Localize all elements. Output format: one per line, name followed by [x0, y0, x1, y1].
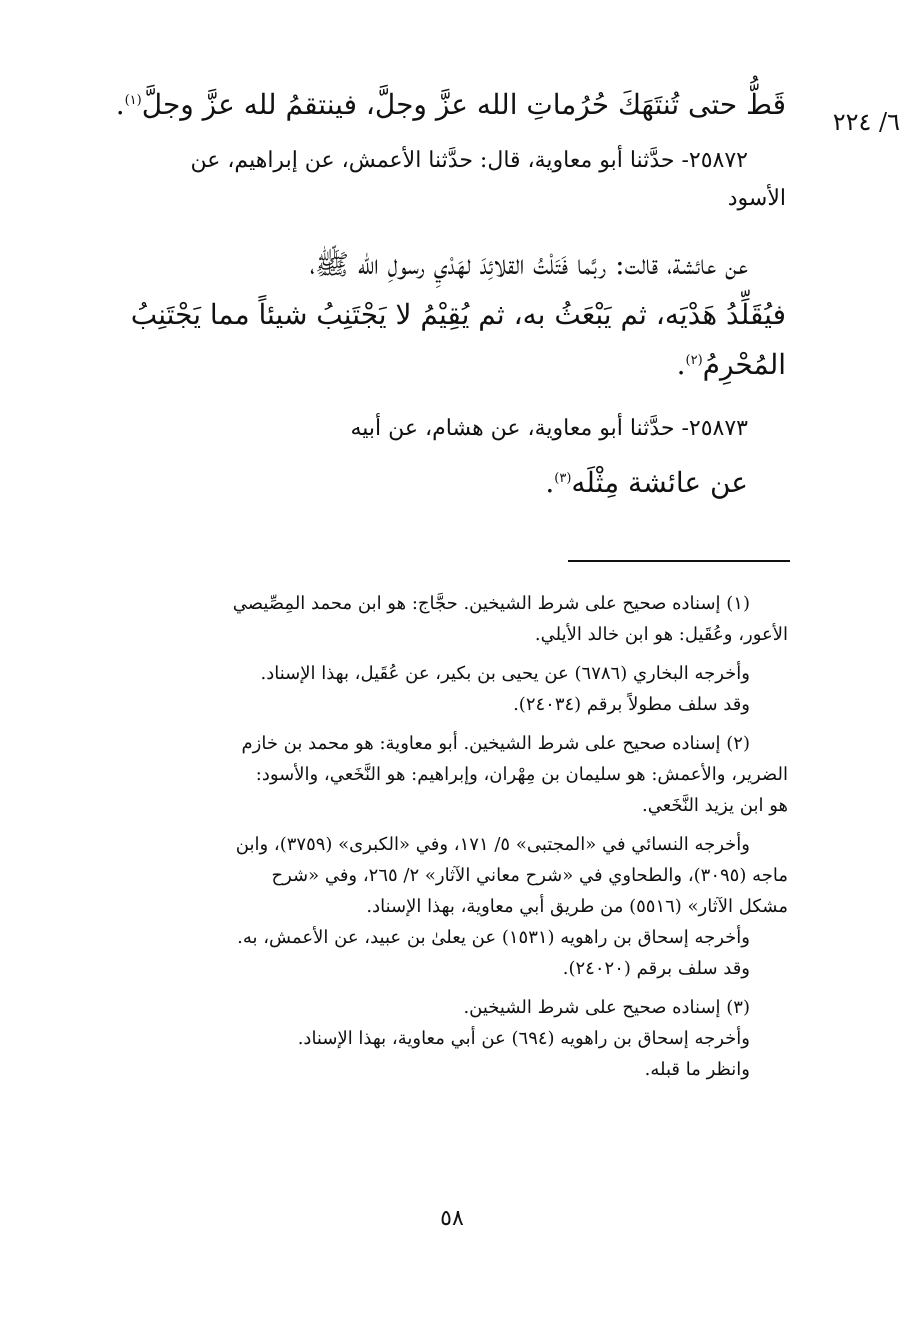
footnote-1-line-4: وقد سلف مطولاً برقم (٢٤٠٣٤). — [513, 694, 750, 715]
footnote-separator — [568, 560, 790, 562]
footnote-2-line-6: مشكل الآثار» (٥٥١٦) من طريق أبي معاوية، بهذا الإسناد. — [366, 896, 788, 917]
matn-1-line-1: عن عائشة، قالت: ربَّما فَتَلْتُ القلائِدَ لهَدْيِ رسولِ الله ﷺ، — [309, 248, 748, 281]
hadith-25872-line-2: الأسود — [727, 186, 786, 211]
hadith-25873-line-1: ٢٥٨٧٣- حدَّثنا أبو معاوية، عن هشام، عن أبيه — [350, 416, 748, 441]
main-line-1-end: . — [115, 88, 125, 121]
footnote-2-line-2: الضرير، والأعمش: هو سليمان بن مِهْران، وإبراهيم: هو النَّخَعي، والأسود: — [255, 764, 788, 785]
margin-reference: ٦/ ٢٢٤ — [832, 108, 900, 136]
matn-2-end: . — [545, 466, 555, 499]
footnote-marker-1: (١) — [124, 93, 142, 108]
matn-1-line-3 — [96, 340, 786, 390]
footnote-marker-2: (٢) — [685, 353, 703, 368]
matn-1-line-2: فيُقَلِّدُ هَدْيَه، ثم يَبْعَثُ به، ثم يُقِيْمُ لا يَجْتَنِبُ شيئاً مما يَجْتَنِبُ — [130, 298, 786, 331]
hadith-25872-line-1: ٢٥٨٧٢- حدَّثنا أبو معاوية، قال: حدَّثنا الأعمش، عن إبراهيم، عن — [190, 148, 748, 173]
footnote-marker-3: (٣) — [554, 471, 572, 486]
hadith-25873-matn — [96, 458, 786, 508]
hadith-25873-chain — [96, 410, 786, 448]
footnotes — [88, 588, 788, 1085]
footnote-1-line-2: الأعور، وعُقَيل: هو ابن خالد الأيلي. — [534, 624, 788, 645]
hadith-25872-chain — [96, 142, 786, 218]
footnote-2-line-1: (٢) إسناده صحيح على شرط الشيخين. أبو معاوية: هو محمد بن خازم — [241, 733, 750, 754]
footnote-2-line-5: ماجه (٣٠٩٥)، والطحاوي في «شرح معاني الآثار» ٢/ ٢٦٥، وفي «شرح — [271, 865, 788, 886]
footnote-2-line-4: وأخرجه النسائي في «المجتبى» ٥/ ١٧١، وفي «الكبرى» (٣٧٥٩)، وابن — [235, 834, 750, 855]
footnote-2-line-8: وقد سلف برقم (٢٤٠٢٠). — [562, 958, 750, 979]
matn-1-line-3-text: المُحْرِمُ — [702, 348, 786, 381]
hadith-25872-matn — [96, 240, 786, 390]
footnote-3-line-3: وانظر ما قبله. — [644, 1059, 750, 1080]
main-text — [96, 80, 786, 508]
footnote-3-line-1: (٣) إسناده صحيح على شرط الشيخين. — [463, 997, 750, 1018]
footnote-2-line-3: هو ابن يزيد النَّخَعي. — [641, 795, 788, 816]
matn-1-line-3-end: . — [676, 348, 686, 381]
footnote-3-line-2: وأخرجه إسحاق بن راهويه (٦٩٤) عن أبي معاوية، بهذا الإسناد. — [297, 1028, 750, 1049]
footnote-1-line-3: وأخرجه البخاري (٦٧٨٦) عن يحيى بن بكير، عن عُقَيل، بهذا الإسناد. — [260, 663, 750, 684]
footnote-2-line-7: وأخرجه إسحاق بن راهويه (١٥٣١) عن يعلىٰ بن عبيد، عن الأعمش، به. — [237, 927, 750, 948]
main-line-1-text: قَطُّ حتى تُنتَهَكَ حُرُماتِ الله عزَّ وجلَّ، فينتقمُ لله عزَّ وجلَّ — [141, 88, 786, 121]
main-line-1 — [96, 80, 786, 130]
page-number: ٥٨ — [440, 1206, 464, 1231]
footnote-1-line-1: (١) إسناده صحيح على شرط الشيخين. حجَّاج: هو ابن محمد المِصِّيصي — [232, 593, 750, 614]
matn-2-text: عن عائشة مِثْلَه — [571, 466, 748, 499]
